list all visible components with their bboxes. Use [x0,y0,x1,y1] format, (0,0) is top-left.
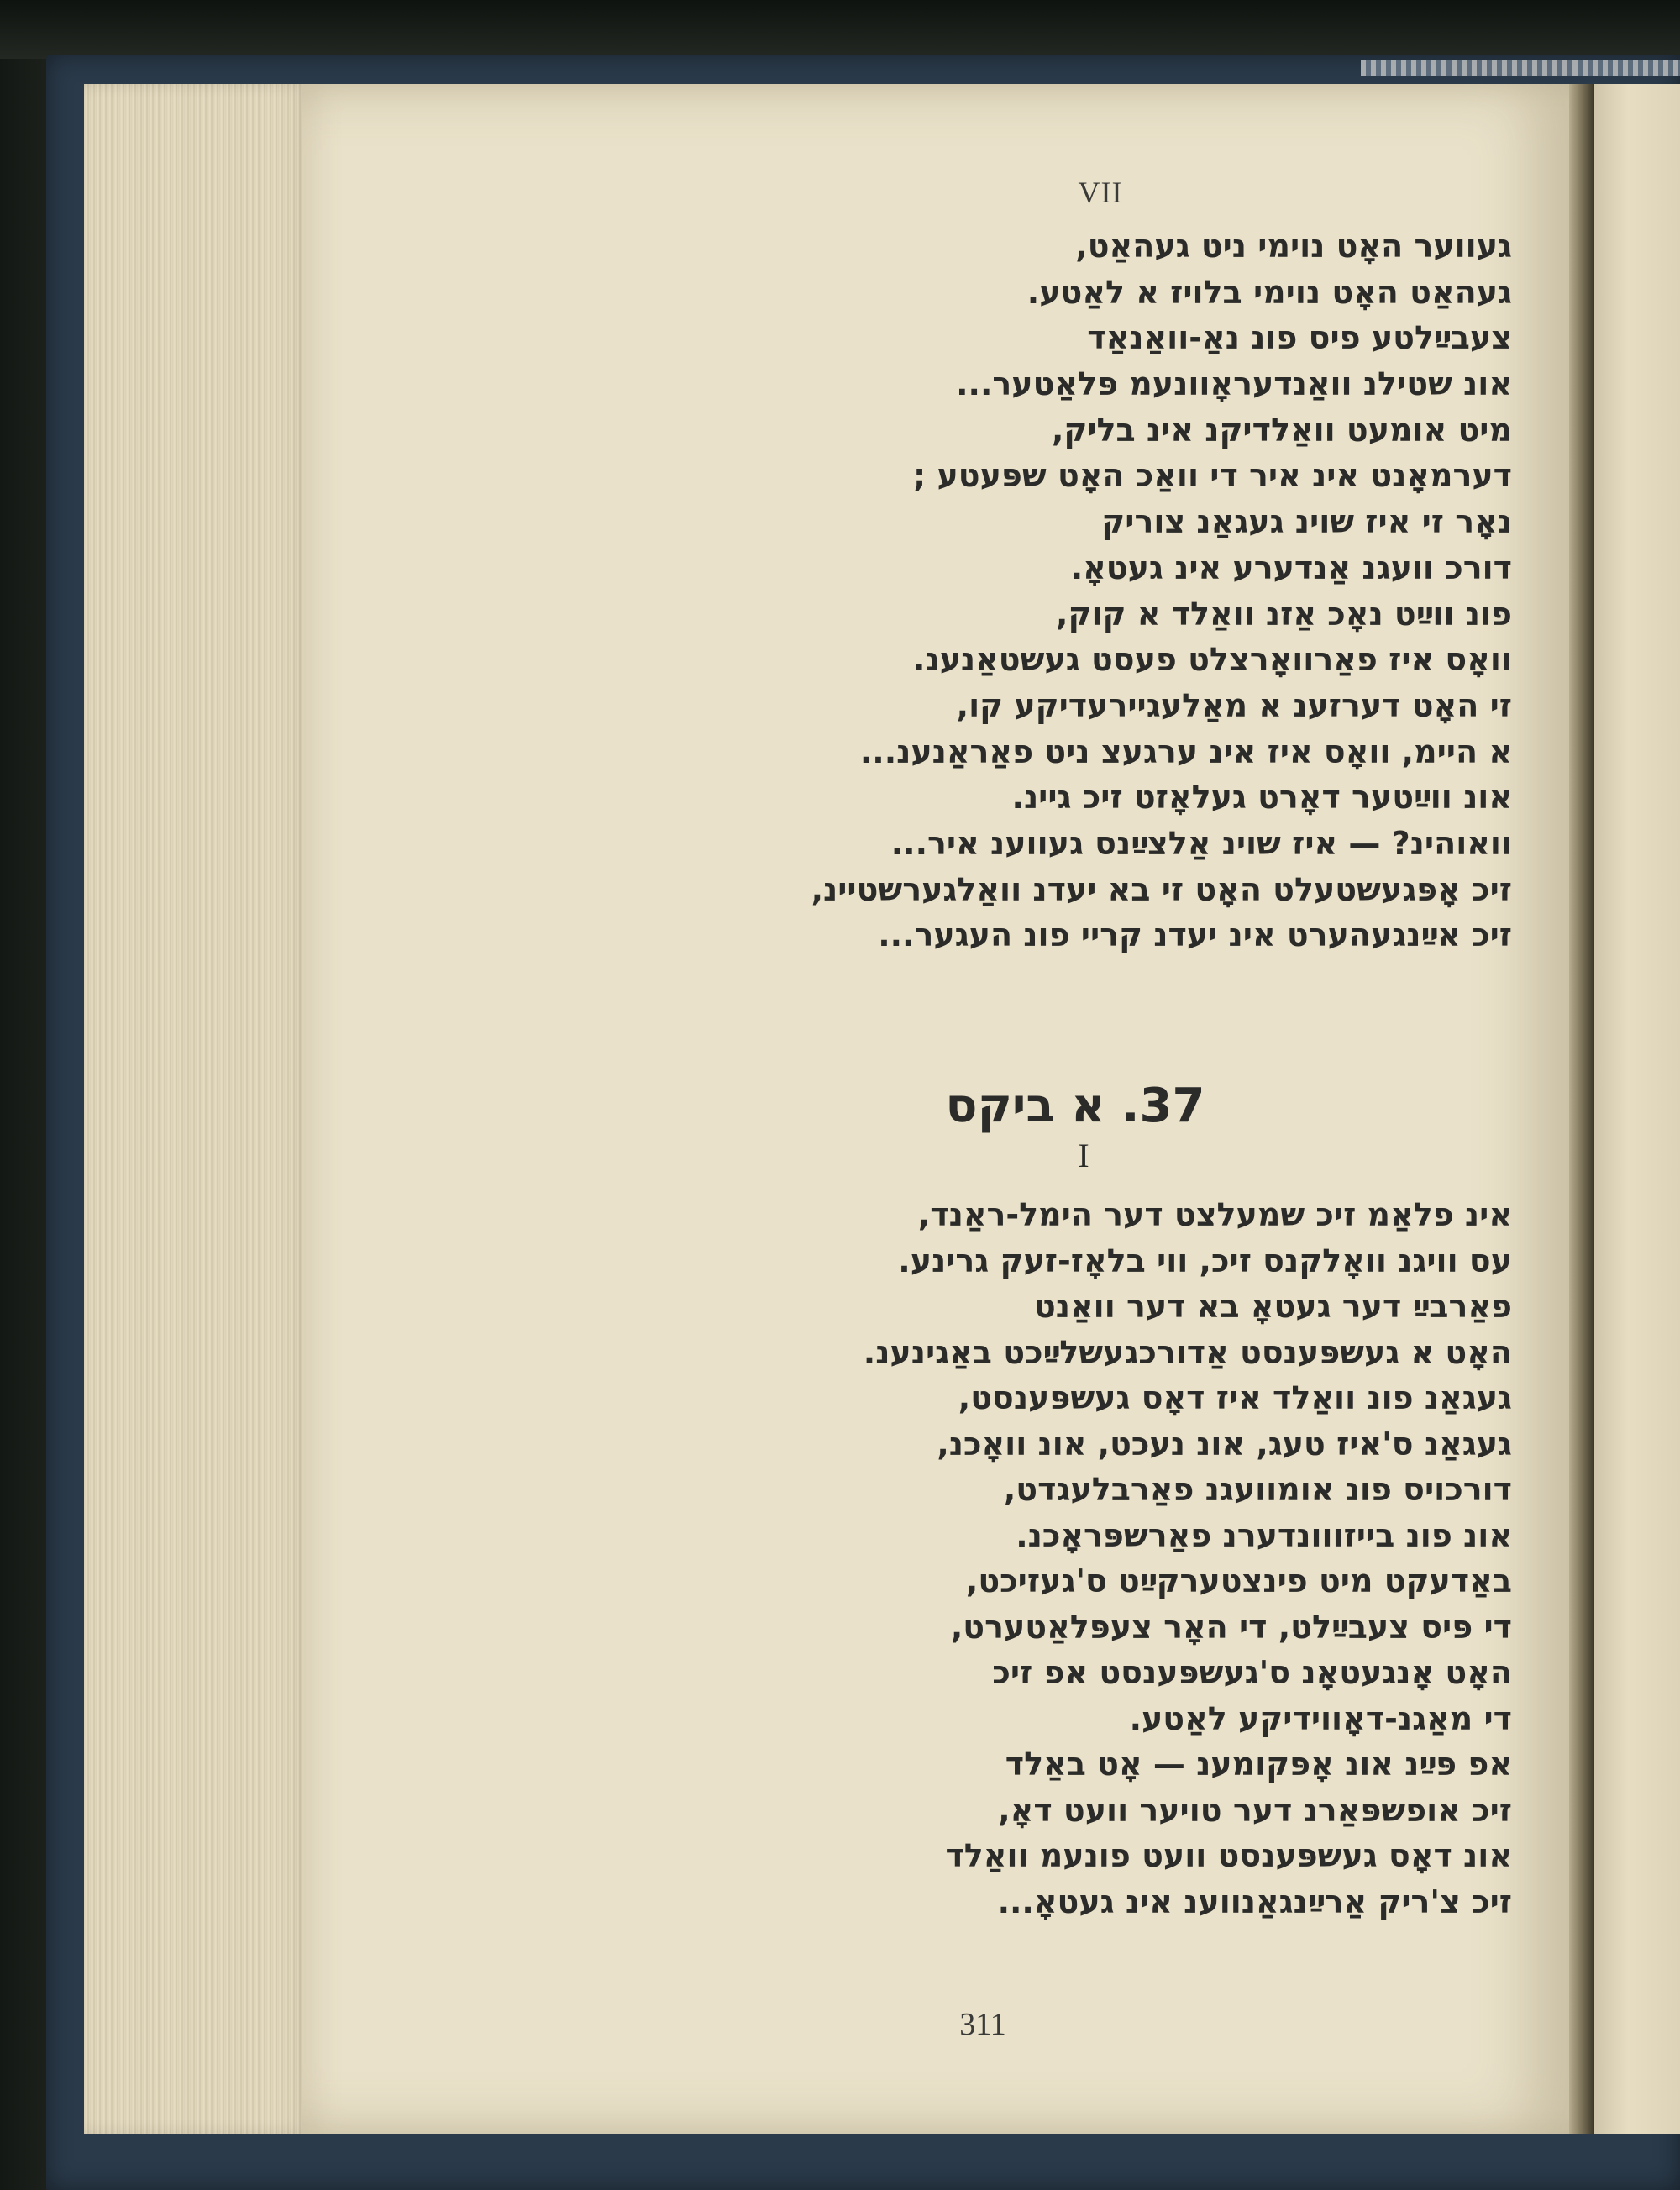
poem-line: אונ שטילנ וואַנדעראָוונעמ פּלאַטער... [956,365,1512,403]
poem-line: נאָר זי איז שוינ געגאַנ צוריק [1101,503,1512,541]
poem-line: געגאַנ פונ וואַלד איז דאָס געשפּענסט, [958,1379,1512,1416]
dark-background-top [0,0,1680,59]
poem-line: די פּיס צעבײַלט, די האָר צעפּלאַטערט, [950,1608,1512,1646]
poem-line: זיכ צ'ריק אַרײַנגאַנווענ אינ געטאָ... [997,1883,1512,1920]
poem-line: געהאַט האָט נוימי בלויז א לאַטע. [1026,273,1512,311]
running-head: VII [1078,176,1123,209]
poem-line: געווער האָט נוימי ניט געהאַט, [1075,228,1512,265]
poem-line: באַדעקט מיט פינצטערקײַט ס'געזיכט, [965,1562,1512,1599]
poem-line: זיכ אָפּגעשטעלט האָט זי בא יעדנ וואַלגערשטיינ, [811,870,1512,908]
section-numeral: I [1078,1137,1089,1174]
poem-line: די מאַגנ-דאָווידיקע לאַטע. [1129,1699,1512,1737]
poem-line: אינ פלאַמ זיכ שמעלצט דער הימל-ראַנד, [917,1196,1512,1233]
poem-line: זיכ אופשפּאַרנ דער טויער וועט דאָ, [998,1791,1512,1829]
poem-line: אונ ווײַטער דאָרט געלאָזט זיכ גיינ. [1011,779,1512,817]
facing-page [1594,84,1680,2134]
poem-line: דערמאָנט אינ איר די וואַכ האָט שפּעטע ; [913,457,1512,495]
page-edges [84,84,311,2134]
poem-line: אפ פּײַנ אונ אָפּקומענ — אָט באַלד [1005,1746,1512,1783]
poem-line: האָט א געשפּענסט אַדורכגעשלײַכט באַגינענ. [863,1333,1512,1371]
poem-top [588,223,1512,958]
poem-line: געגאַנ ס'איז טעג, אונ נעכט, אונ וואָכנ, [937,1425,1512,1463]
poem-line: זיכ אײַנגעהערט אינ יעדנ קריי פונ העגער... [878,916,1512,954]
section-title: 37. א ביקס [945,1079,1205,1133]
poem-line: וואוהינ? — איז שוינ אַלצײַנס געווענ איר... [890,824,1512,862]
poem-line: דורכ וועגנ אַנדערע אינ געטאָ. [1070,549,1512,586]
poem-line: וואָס איז פאַרוואָרצלט פעסט געשטאַנענ. [912,641,1512,679]
poem-bottom [588,1192,1512,1925]
poem-line: אונ דאָס געשפּענסט וועט פונעמ וואַלד [945,1837,1512,1874]
poem-line: דורכויס פונ אומוועגנ פאַרבלעגדט, [1003,1471,1512,1508]
book-gutter [1569,84,1594,2134]
poem-line: אונ פונ בייזווונדערנ פאַרשפּראָכנ. [1016,1516,1512,1554]
poem-line: פאַרבײַ דער געטאָ בא דער וואַנט [1033,1288,1512,1325]
poem-line: צעבײַלטע פיס פונ נאַ-וואַנאַד [1087,319,1512,357]
poem-line: עס וויגנ וואָלקנס זיכ, ווי בלאָז-זעק גרינע. [898,1242,1512,1279]
page-number: 311 [959,2007,1006,2042]
poem-line: מיט אומעט וואַלדיקנ אינ בליק, [1051,411,1512,449]
poem-line: א היימ, וואָס איז אינ ערגעצ ניט פאַראַנענ... [859,733,1512,770]
poem-line: פונ ווײַט נאָכ אַזנ וואַלד א קוק, [1056,595,1512,633]
poem-line: זי האָט דערזענ א מאַלעגיירעדיקע קו, [956,686,1512,724]
ruler-strip [1361,60,1680,76]
poem-line: האָט אָנגעטאָנ ס'געשפּענסט אפ זיכ [992,1654,1512,1691]
